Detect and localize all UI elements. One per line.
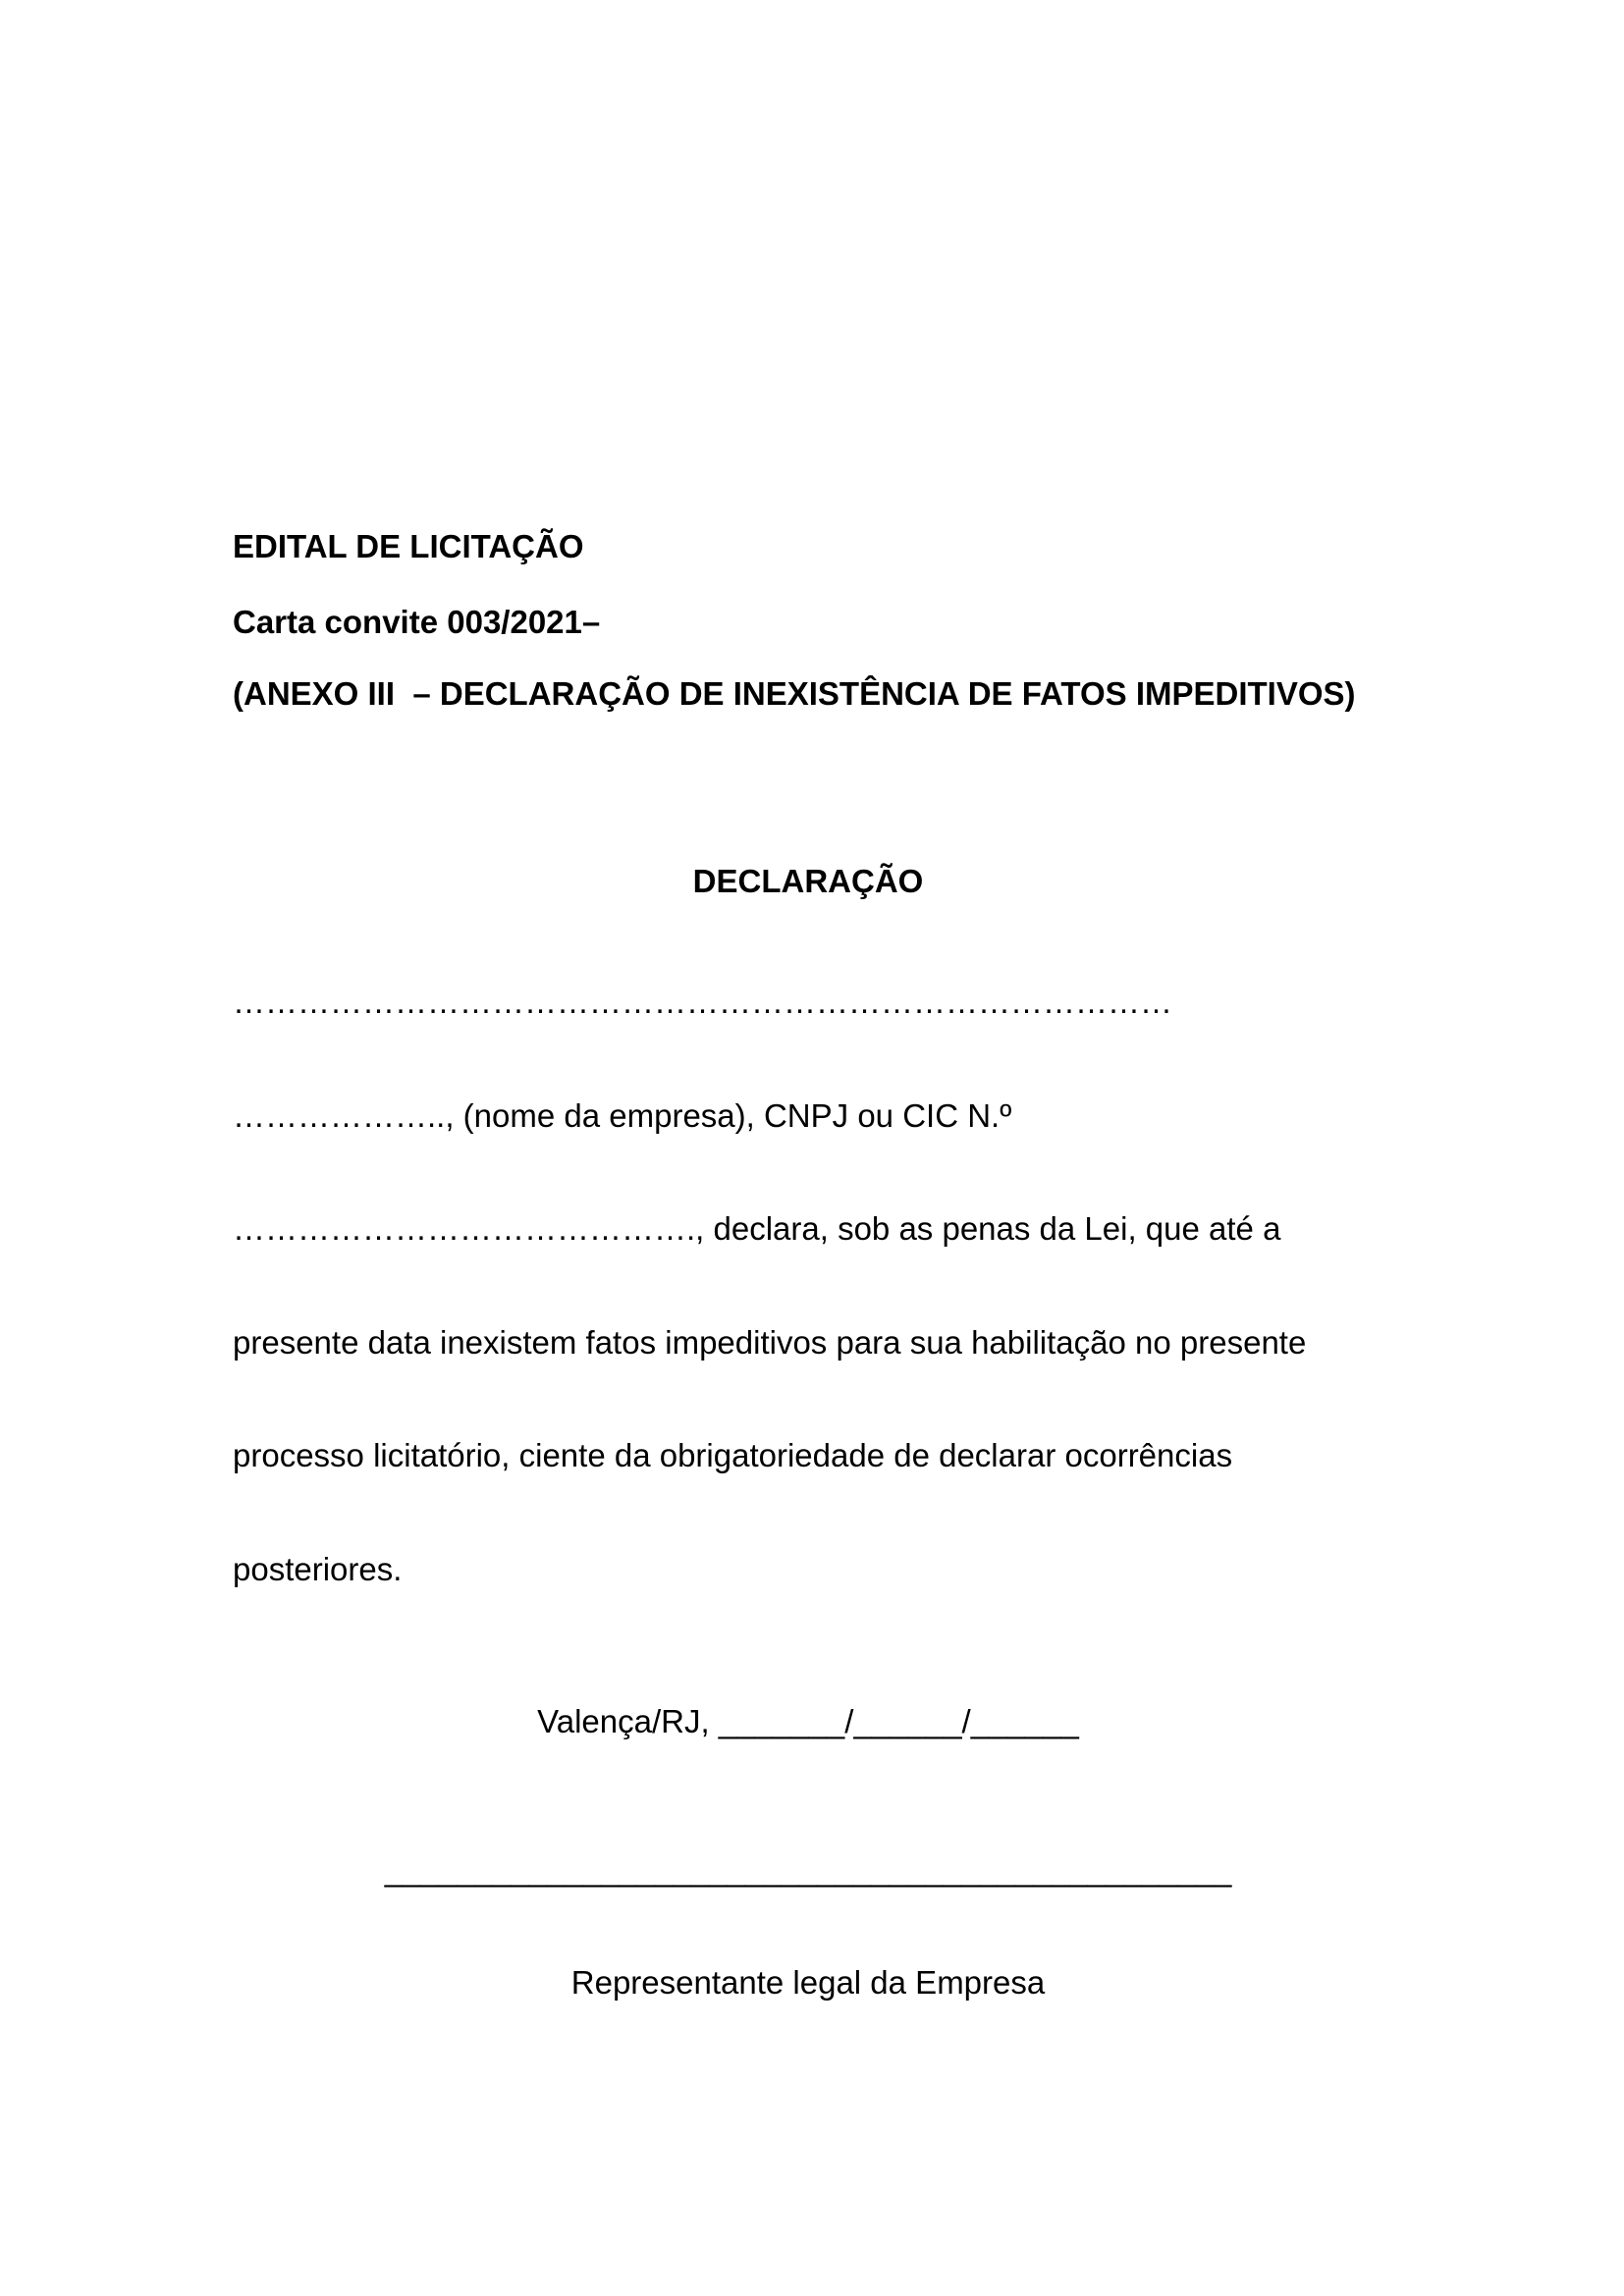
- signature-label: Representante legal da Empresa: [570, 1964, 1046, 2001]
- declaration-line-dots-full: ……………………………………………………………………………: [233, 984, 1172, 1020]
- declaration-line-company-name: ……………….., (nome da empresa), CNPJ ou CIC N.º: [233, 1096, 1012, 1134]
- doc-subtitle-anexo: (ANEXO III – DECLARAÇÃO DE INEXISTÊNCIA DE FATOS IMPEDITIVOS): [233, 675, 1356, 712]
- declaration-line-declara: ……………………………………., declara, sob as penas da Lei, que até a: [233, 1210, 1281, 1247]
- signature-line: _______________________________________________: [384, 1850, 1232, 1888]
- document-content: [233, 528, 1383, 2078]
- doc-subtitle-carta-convite: Carta convite 003/2021–: [233, 603, 601, 640]
- signature-block: [233, 1776, 1383, 2078]
- declaration-line-processo: processo licitatório, ciente da obrigatoriedade de declarar ocorrências: [233, 1437, 1233, 1473]
- declaration-paragraph: [233, 908, 1383, 1664]
- declaration-heading: DECLARAÇÃO: [692, 862, 924, 899]
- declaration-line-presente-data: presente data inexistem fatos impeditivos para sua habilitação no presente: [233, 1323, 1307, 1361]
- date-place-line: Valença/RJ, _______/______/______: [537, 1703, 1079, 1739]
- doc-title-edital: EDITAL DE LICITAÇÃO: [233, 528, 584, 564]
- declaration-line-posteriores: posteriores.: [233, 1550, 403, 1587]
